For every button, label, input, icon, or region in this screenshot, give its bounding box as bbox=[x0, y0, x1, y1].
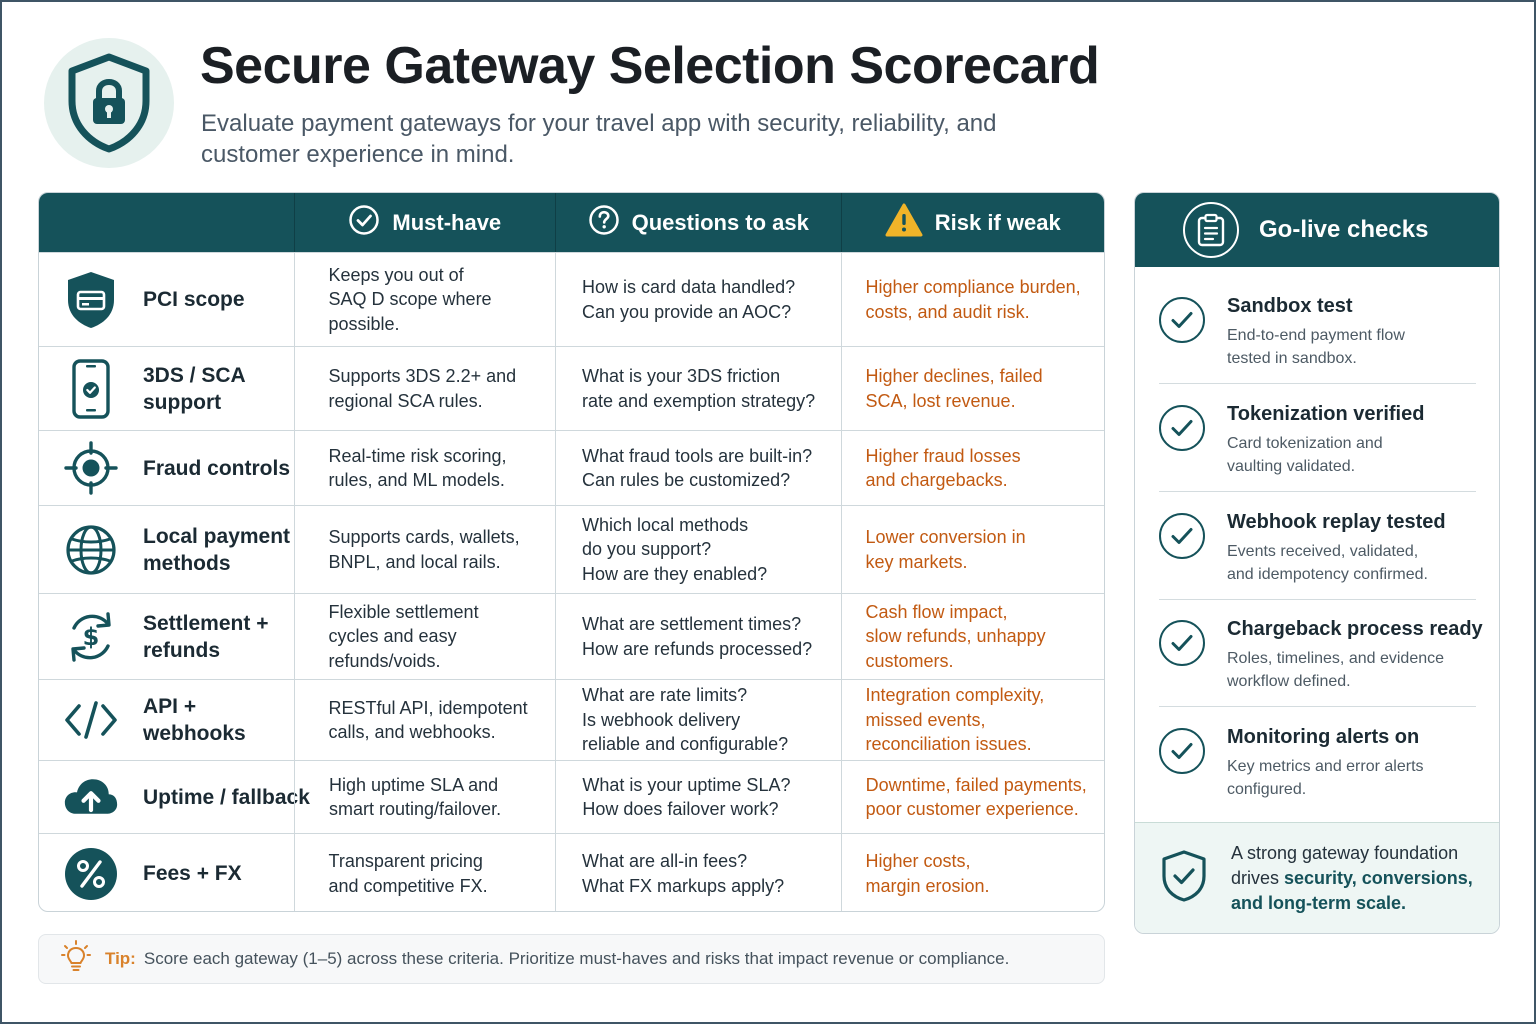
check-desc: Events received, validated, and idempotency confirmed. bbox=[1227, 543, 1428, 583]
table-row bbox=[39, 833, 1104, 912]
table-row bbox=[39, 593, 1104, 679]
code-icon bbox=[63, 692, 119, 748]
go-live-check bbox=[1159, 618, 1483, 693]
summary-highlight: security, conversions, and long-term scale. bbox=[1231, 867, 1473, 913]
percent-icon bbox=[63, 846, 119, 902]
target-icon bbox=[63, 440, 119, 496]
summary-note-text: A strong gateway foundation drives security, conversions, and long-term scale. bbox=[1231, 842, 1473, 913]
shield-card-icon bbox=[63, 272, 119, 328]
table-row bbox=[39, 430, 1104, 505]
phone-check-icon bbox=[63, 361, 119, 417]
go-live-title: Go-live checks bbox=[1259, 216, 1429, 243]
questions-cell: What is your 3DS friction rate and exemption strategy? bbox=[555, 347, 840, 430]
go-live-check bbox=[1159, 295, 1476, 370]
risk-cell: Downtime, failed payments, poor customer experience. bbox=[841, 761, 1104, 833]
questions-cell: How is card data handled? Can you provide an AOC? bbox=[555, 253, 840, 346]
go-live-check bbox=[1159, 726, 1476, 801]
must-have-cell: Flexible settlement cycles and easy refunds/voids. bbox=[294, 594, 556, 679]
header-criterion bbox=[39, 193, 294, 252]
summary-note bbox=[1135, 822, 1499, 933]
check-title: Chargeback process ready bbox=[1227, 618, 1483, 640]
header-label: Risk if weak bbox=[934, 209, 1061, 235]
go-live-check bbox=[1159, 511, 1476, 586]
questions-cell: What are settlement times? How are refunds processed? bbox=[555, 594, 840, 679]
check-circle-icon bbox=[1159, 620, 1205, 666]
check-circle-icon bbox=[1159, 297, 1205, 343]
tip-bar bbox=[38, 934, 1105, 984]
page-subtitle: Evaluate payment gateways for your travel app with security, reliability, and customer experience in mind. bbox=[201, 110, 997, 168]
check-desc: Card tokenization and vaulting validated. bbox=[1227, 435, 1383, 475]
divider bbox=[1159, 706, 1476, 707]
go-live-panel bbox=[1134, 192, 1500, 934]
must-have-cell: Supports 3DS 2.2+ and regional SCA rules. bbox=[294, 347, 556, 430]
questions-cell: What are all-in fees? What FX markups apply? bbox=[555, 834, 840, 912]
must-have-cell: Keeps you out of SAQ D scope where possible. bbox=[294, 253, 556, 346]
divider bbox=[1159, 599, 1476, 600]
globe-icon bbox=[63, 522, 119, 578]
table-row bbox=[39, 760, 1104, 833]
check-title: Sandbox test bbox=[1227, 295, 1353, 317]
check-circle-icon bbox=[1159, 405, 1205, 451]
risk-cell: Higher fraud losses and chargebacks. bbox=[841, 431, 1105, 505]
must-have-cell: Supports cards, wallets, BNPL, and local rails. bbox=[294, 506, 556, 593]
warning-icon bbox=[885, 203, 923, 243]
criterion-label: Fraud controls bbox=[143, 456, 291, 480]
criterion-label: PCI scope bbox=[143, 288, 245, 311]
lightbulb-icon bbox=[61, 940, 91, 979]
questions-cell: What are rate limits? Is webhook delivery reliable and configurable? bbox=[555, 680, 840, 760]
questions-cell: What fraud tools are built-in? Can rules be customized? bbox=[555, 431, 840, 505]
check-desc: Key metrics and error alerts configured. bbox=[1227, 758, 1424, 798]
criterion-label: API + webhooks bbox=[143, 695, 246, 745]
table-header bbox=[39, 193, 1104, 252]
question-circle-icon bbox=[588, 204, 620, 242]
table-row bbox=[39, 679, 1104, 760]
header-label: Must-have bbox=[392, 209, 502, 235]
risk-cell: Integration complexity, missed events, reconciliation issues. bbox=[841, 680, 1105, 760]
risk-cell: Higher costs, margin erosion. bbox=[841, 834, 1105, 912]
must-have-cell: High uptime SLA and smart routing/failover. bbox=[294, 761, 555, 833]
scorecard-table bbox=[38, 192, 1105, 912]
check-circle-icon bbox=[348, 204, 380, 242]
criterion-label: 3DS / SCA support bbox=[143, 363, 246, 414]
header-questions bbox=[555, 193, 840, 252]
header-risk bbox=[841, 193, 1105, 252]
must-have-cell: RESTful API, idempotent calls, and webhooks. bbox=[294, 680, 556, 760]
cloud-upload-icon bbox=[63, 769, 119, 825]
risk-cell: Cash flow impact, slow refunds, unhappy customers. bbox=[841, 594, 1105, 679]
dollar-cycle-icon bbox=[63, 609, 119, 665]
must-have-cell: Real-time risk scoring, rules, and ML models. bbox=[294, 431, 556, 505]
criterion-label: Uptime / fallback bbox=[143, 785, 310, 809]
check-circle-icon bbox=[1159, 513, 1205, 559]
criterion-label: Settlement + refunds bbox=[143, 611, 269, 662]
check-title: Monitoring alerts on bbox=[1227, 726, 1420, 748]
risk-cell: Higher declines, failed SCA, lost revenue. bbox=[841, 347, 1105, 430]
divider bbox=[1159, 383, 1476, 384]
criterion-label: Fees + FX bbox=[143, 862, 242, 885]
risk-cell: Lower conversion in key markets. bbox=[841, 506, 1105, 593]
header-label: Questions to ask bbox=[631, 209, 809, 235]
table-row bbox=[39, 252, 1104, 346]
check-title: Webhook replay tested bbox=[1227, 511, 1446, 533]
page-title: Secure Gateway Selection Scorecard bbox=[200, 37, 1100, 95]
check-desc: Roles, timelines, and evidence workflow defined. bbox=[1227, 650, 1445, 690]
table-row bbox=[39, 346, 1104, 430]
criterion-label: Local payment methods bbox=[143, 524, 291, 575]
check-circle-icon bbox=[1159, 728, 1205, 774]
check-desc: End-to-end payment flow tested in sandbox. bbox=[1227, 327, 1405, 367]
table-row bbox=[39, 505, 1104, 593]
must-have-cell: Transparent pricing and competitive FX. bbox=[294, 834, 556, 912]
divider bbox=[1159, 491, 1476, 492]
shield-lock-icon bbox=[44, 38, 174, 168]
go-live-check bbox=[1159, 403, 1476, 478]
tip-label: Tip: bbox=[105, 949, 136, 968]
go-live-header bbox=[1135, 193, 1499, 267]
risk-cell: Higher compliance burden, costs, and audit risk. bbox=[841, 253, 1105, 346]
svg-text:$: $ bbox=[82, 622, 100, 651]
questions-cell: What is your uptime SLA? How does failover work? bbox=[555, 761, 840, 833]
clipboard-icon bbox=[1183, 202, 1239, 258]
tip-text: Score each gateway (1–5) across these criteria. Prioritize must-haves and risks that impact revenue or compliance. bbox=[143, 949, 1010, 968]
questions-cell: Which local methods do you support? How are they enabled? bbox=[555, 506, 840, 593]
check-title: Tokenization verified bbox=[1227, 403, 1425, 425]
header-must-have bbox=[294, 193, 556, 252]
shield-check-icon bbox=[1161, 849, 1207, 908]
